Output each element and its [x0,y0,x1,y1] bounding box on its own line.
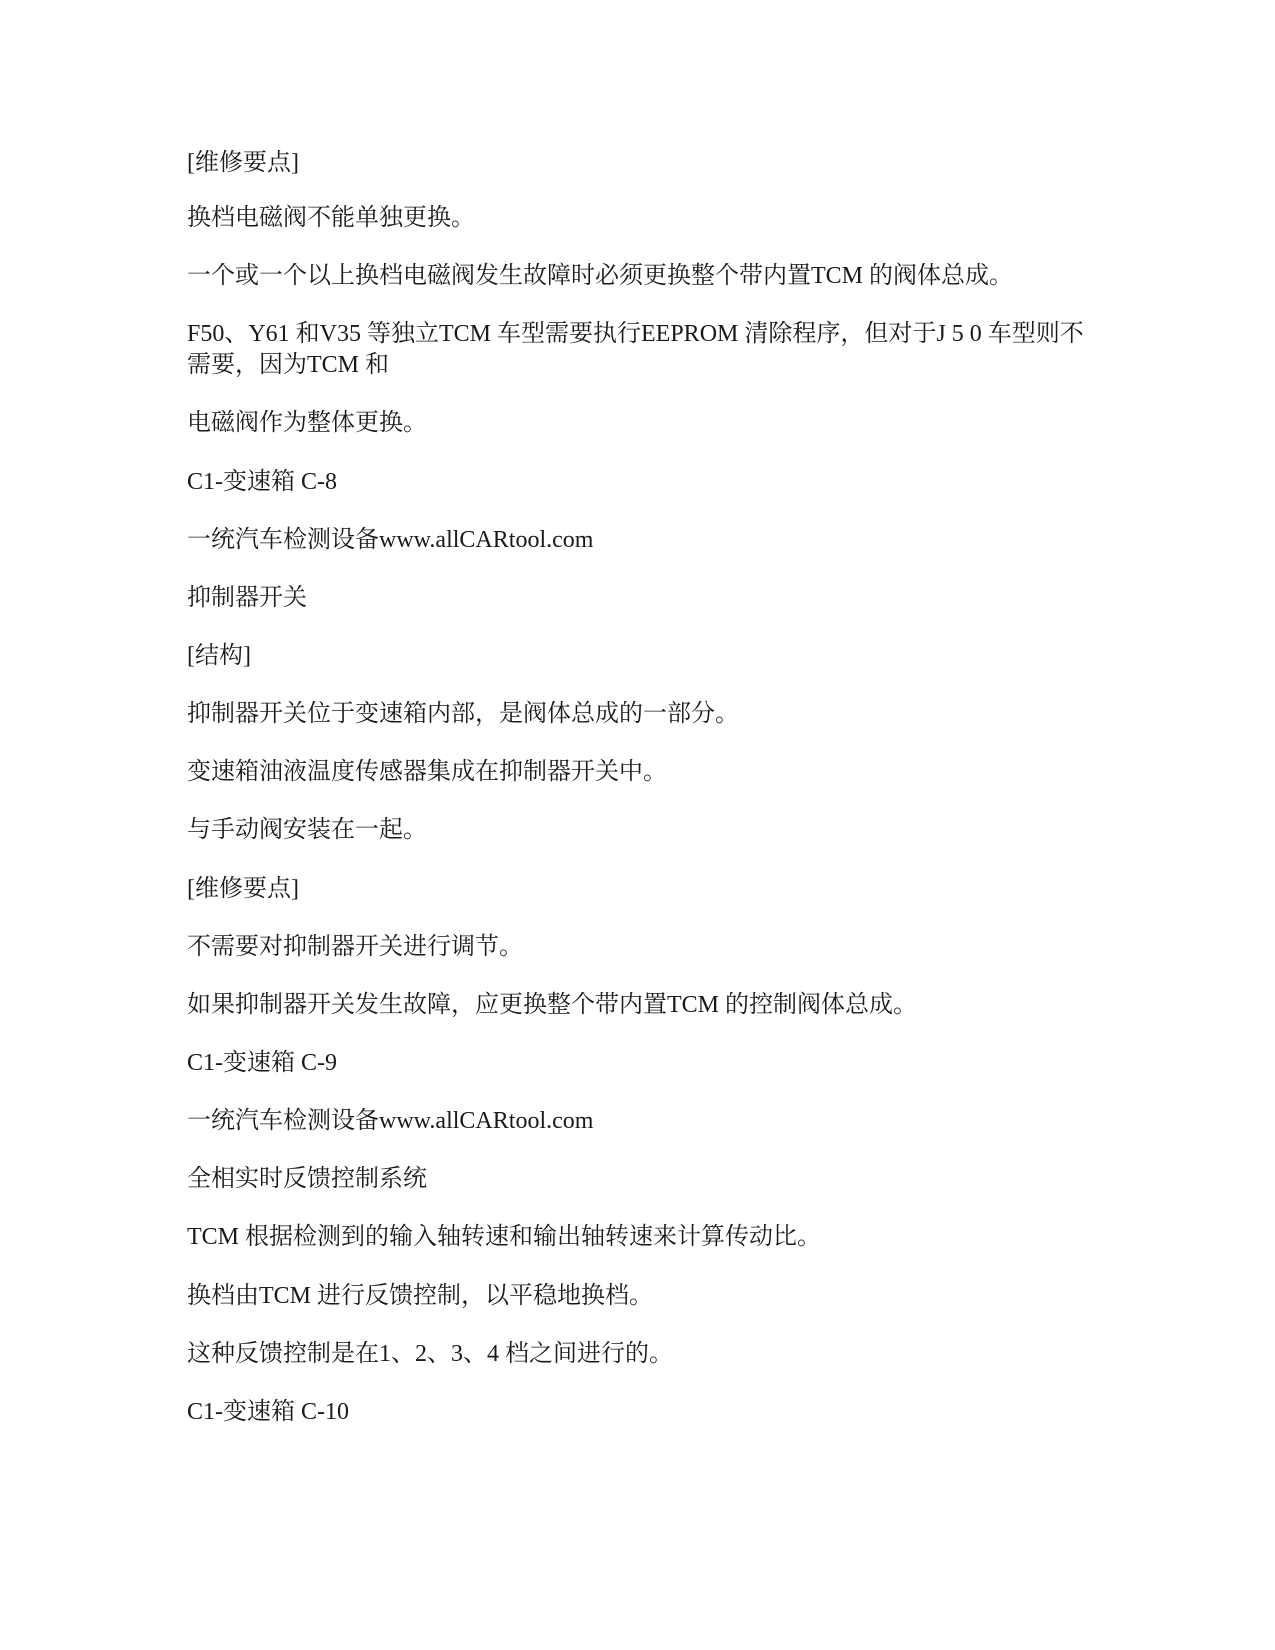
paragraph: 如果抑制器开关发生故障，应更换整个带内置TCM 的控制阀体总成。 [187,992,918,1018]
section-heading: [维修要点] [187,876,299,902]
paragraph: F50、Y61 和V35 等独立TCM 车型需要执行EEPROM 清除程序，但对于J 5 0 车型则不需要，因为TCM 和 [187,321,1084,378]
section-title: 全相实时反馈控制系统 [187,1166,427,1192]
paragraph: 这种反馈控制是在1、2、3、4 档之间进行的。 [187,1341,673,1367]
paragraph: 与手动阀安装在一起。 [187,817,427,843]
section-title: 抑制器开关 [187,585,307,611]
paragraph: 抑制器开关位于变速箱内部，是阀体总成的一部分。 [187,701,739,727]
paragraph: TCM 根据检测到的输入轴转速和输出轴转速来计算传动比。 [187,1224,822,1250]
paragraph: 换档由TCM 进行反馈控制，以平稳地换档。 [187,1283,654,1309]
paragraph: 不需要对抑制器开关进行调节。 [187,934,523,960]
paragraph: 一个或一个以上换档电磁阀发生故障时必须更换整个带内置TCM 的阀体总成。 [187,263,1014,289]
watermark-text: 一统汽车检测设备www.allCARtool.com [187,527,594,553]
paragraph: 电磁阀作为整体更换。 [187,410,427,436]
page-footer-label: C1-变速箱 C-9 [187,1050,337,1076]
paragraph: 换档电磁阀不能单独更换。 [187,205,475,231]
watermark-text: 一统汽车检测设备www.allCARtool.com [187,1108,594,1134]
section-heading: [结构] [187,643,251,669]
page-footer-label: C1-变速箱 C-8 [187,469,337,495]
page-footer-label: C1-变速箱 C-10 [187,1399,349,1425]
paragraph: 变速箱油液温度传感器集成在抑制器开关中。 [187,759,667,785]
section-heading: [维修要点] [187,150,299,176]
